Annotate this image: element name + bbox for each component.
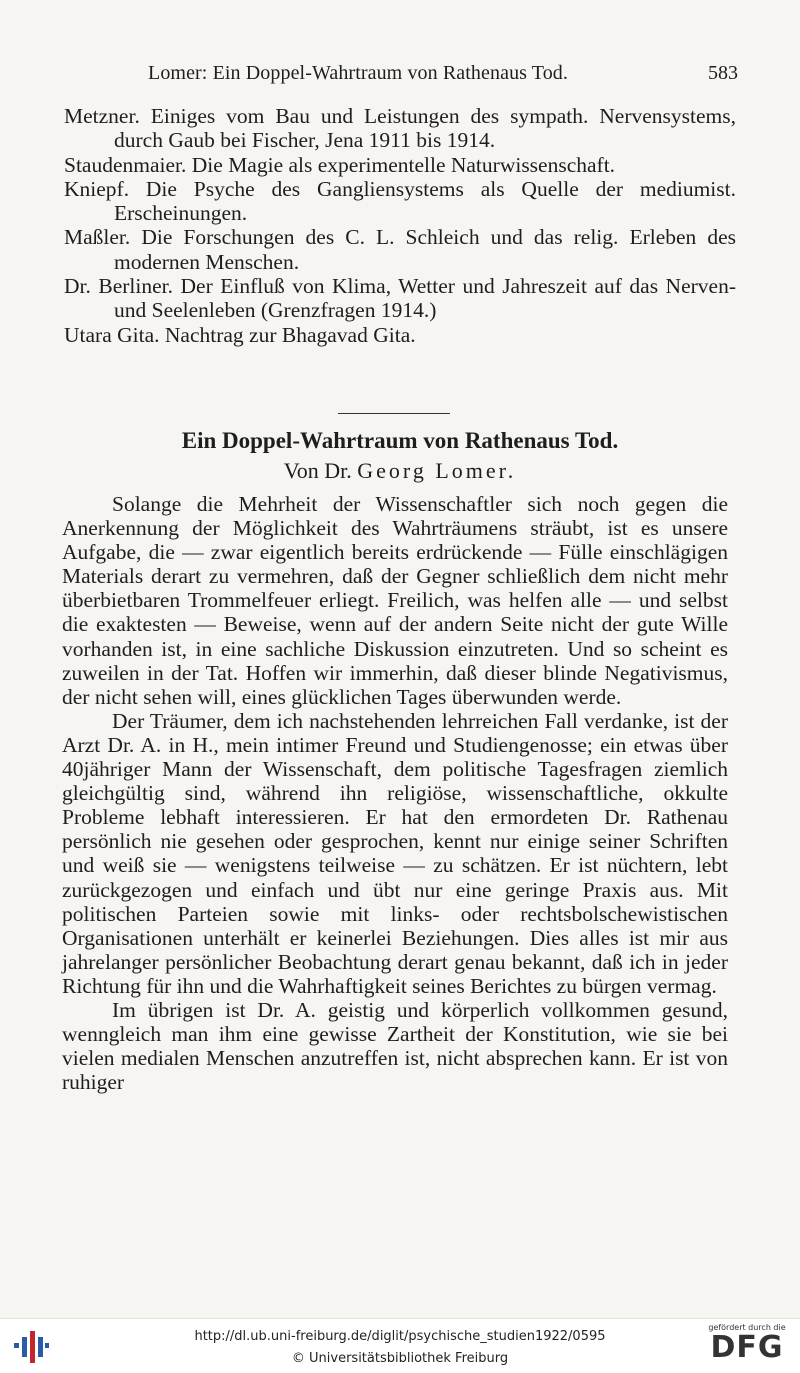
section-divider: [338, 413, 450, 414]
reference-list: [64, 104, 736, 347]
article-title: Ein Doppel-Wahrtraum von Rathenaus Tod.: [181, 428, 619, 453]
paragraph: Solange die Mehrheit der Wissenschaftler sich noch gegen die Anerkennung der Möglichkeit des Wahrträumens sträubt, ist es unsere Aufgabe, die — zwar eigentlich bereits erdrückende — Fülle einschlägigen Materials derart zu vermehren, daß der Gegner schließlich dem nicht mehr überbietbaren Trommelfeuer erliegt. Freilich, was helfen alle — und selbst die exaktesten — Beweise, wenn auf der andern Seite nicht der gute Wille vorhanden ist, in eine sachliche Diskussion einzutreten. Und so scheint es zuweilen in der Tat. Hoffen wir immerhin, daß dieser blinde Negativismus, der nicht sehen will, eines glücklichen Tages überwunden werde.: [62, 492, 728, 709]
paragraph: Im übrigen ist Dr. A. geistig und körperlich vollkommen gesund, wenngleich man ihm eine gewisse Zartheit der Konstitution, wie sie bei vielen medialen Menschen anzutreffen ist, nicht absprechen kann. Er ist von ruhiger: [62, 997, 728, 1095]
running-title: Lomer: Ein Doppel-Wahrtraum von Rathenaus Tod.: [148, 62, 569, 84]
reference-item: Kniepf. Die Psyche des Gangliensystems als Quelle der mediumist. Erscheinungen.: [64, 176, 736, 226]
dfg-wordmark: DFG: [710, 1330, 784, 1365]
article-body: [62, 492, 728, 1094]
byline: [0, 458, 800, 484]
page-number: 583: [708, 62, 738, 84]
copyright-notice: © Universitätsbibliothek Freiburg: [291, 1351, 509, 1366]
dfg-caption: gefördert durch die: [708, 1323, 786, 1332]
page-header: [148, 62, 738, 92]
viewer-footer: [0, 1318, 800, 1373]
byline-prefix: Von Dr.: [283, 458, 352, 483]
author-name: Georg Lomer.: [357, 458, 517, 483]
reference-item: Metzner. Einiges vom Bau und Leistungen des sympath. Nervensystems, durch Gaub bei Fischer, Jena 1911 bis 1914.: [64, 104, 736, 153]
dfg-logo: [702, 1323, 792, 1364]
permalink-url[interactable]: http://dl.ub.uni-freiburg.de/diglit/psychische_studien1922/0595: [194, 1329, 606, 1344]
paragraph: Der Träumer, dem ich nachstehenden lehrreichen Fall verdanke, ist der Arzt Dr. A. in H., mein intimer Freund und Studiengenosse; ein etwas über 40jähriger Mann der Wissenschaft, dem politische Tagesfragen ziemlich gleichgültig sind, während ihn religiöse, wissenschaftliche, okkulte Probleme lebhaft interessieren. Er hat den ermordeten Dr. Rathenau persönlich nie gesehen oder gesprochen, kennt nur einige seiner Schriften und weiß sie — wenigstens teilweise — zu schätzen. Er ist nüchtern, lebt zurückgezogen und einfach und übt nur eine geringe Praxis aus. Mit politischen Parteien sowie mit links- oder rechtsbolschewistischen Organisationen unterhält er keinerlei Beziehungen. Dies alles ist mir aus jahrelanger persönlicher Beobachtung derart genau bekannt, daß ich in jeder Richtung für ihn und die Wahrhaftigkeit seines Berichtes zu bürgen vermag.: [62, 708, 728, 998]
reference-item: Dr. Berliner. Der Einfluß von Klima, Wetter und Jahreszeit auf das Nerven- und Seelenleben (Grenzfragen 1914.): [64, 274, 736, 323]
reference-item: Staudenmaier. Die Magie als experimentelle Naturwissenschaft.: [64, 152, 616, 177]
reference-item: Maßler. Die Forschungen des C. L. Schleich und das relig. Erleben des modernen Menschen.: [64, 225, 736, 274]
reference-item: Utara Gita. Nachtrag zur Bhagavad Gita.: [64, 322, 416, 347]
